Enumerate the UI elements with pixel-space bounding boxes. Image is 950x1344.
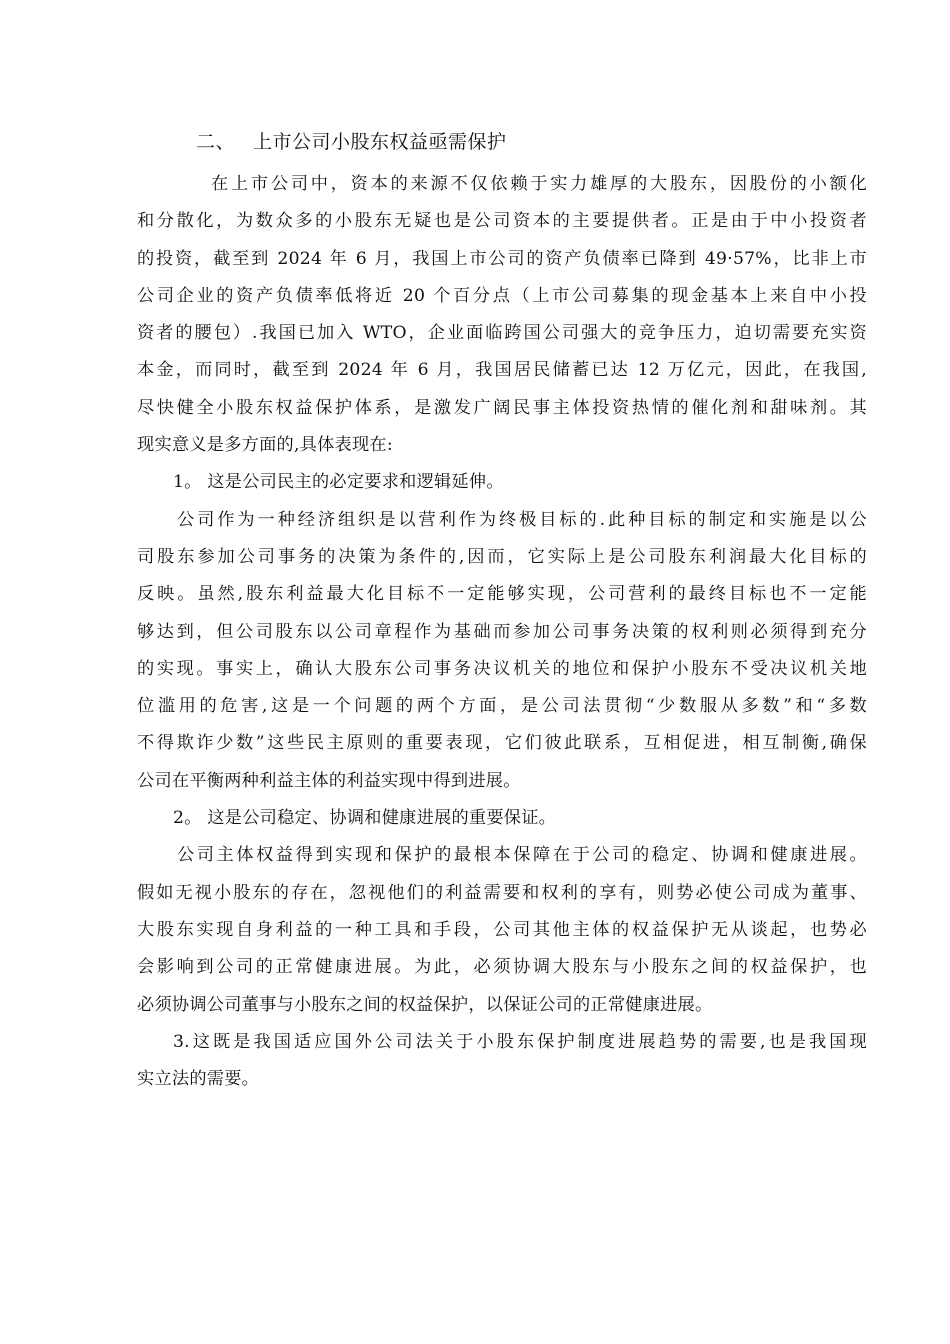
text-line: 不得欺诈少数”这些民主原则的重要表现，它们彼此联系，互相促进，相互制衡,确保	[137, 733, 867, 754]
paragraph-intro	[137, 166, 867, 464]
text-line: 的实现。事实上，确认大股东公司事务决议机关的地位和保护小股东不受决议机关地	[137, 658, 867, 679]
paragraph-stability	[137, 837, 867, 1023]
text-line: 必须协调公司董事与小股东之间的权益保护，以保证公司的正常健康进展。	[137, 994, 713, 1015]
text-line: 假如无视小股东的存在，忽视他们的利益需要和权利的享有，则势必使公司成为董事、	[137, 882, 867, 903]
text-line: 和分散化，为数众多的小股东无疑也是公司资本的主要提供者。正是由于中小投资者	[137, 211, 867, 232]
list-item-1-heading	[137, 464, 867, 501]
text-line: 2。 这是公司稳定、协调和健康进展的重要保证。	[173, 808, 557, 829]
text-line: 公司在平衡两种利益主体的利益实现中得到进展。	[137, 770, 521, 791]
text-line: 公司企业的资产负债率低将近 20 个百分点（上市公司募集的现金基本上来自中小投	[137, 285, 867, 306]
text-line: 的投资，截至到 2024 年 6 月，我国上市公司的资产负债率已降到 49·57%，比非上市	[137, 248, 867, 269]
paragraph-legislation	[137, 1024, 867, 1099]
text-line: 1。 这是公司民主的必定要求和逻辑延伸。	[173, 472, 504, 493]
text-line: 反映。虽然,股东利益最大化目标不一定能够实现，公司营利的最终目标也不一定能	[137, 584, 867, 605]
text-line: 尽快健全小股东权益保护体系，是激发广阔民事主体投资热情的催化剂和甜味剂。其	[137, 397, 867, 418]
text-line: 司股东参加公司事务的决策为条件的,因而，它实际上是公司股东利润最大化目标的	[137, 546, 867, 567]
text-line: 大股东实现自身利益的一种工具和手段，公司其他主体的权益保护无从谈起，也势必	[137, 919, 867, 940]
section-heading	[196, 127, 507, 157]
text-line: 会影响到公司的正常健康进展。为此，必须协调大股东与小股东之间的权益保护，也	[137, 957, 867, 978]
section-number: 二、	[196, 131, 236, 153]
list-item-2-heading	[137, 800, 867, 837]
paragraph-democracy	[137, 502, 867, 800]
text-line: 资者的腰包）.我国已加入 WTO，企业面临跨国公司强大的竞争压力，迫切需要充实资	[137, 323, 867, 344]
text-line: 公司作为一种经济组织是以营利作为终极目标的.此种目标的制定和实施是以公	[177, 509, 867, 530]
text-line: 现实意义是多方面的,具体表现在:	[137, 435, 393, 456]
text-line: 本金，而同时，截至到 2024 年 6 月，我国居民储蓄已达 12 万亿元，因此，在我国,	[137, 360, 867, 381]
text-line: 位滥用的危害,这是一个问题的两个方面，是公司法贯彻“少数服从多数”和“多数	[137, 696, 867, 717]
text-line: 在上市公司中，资本的来源不仅依赖于实力雄厚的大股东，因股份的小额化	[211, 174, 867, 194]
text-line: 3.这既是我国适应国外公司法关于小股东保护制度进展趋势的需要,也是我国现	[173, 1031, 867, 1052]
text-line: 公司主体权益得到实现和保护的最根本保障在于公司的稳定、协调和健康进展。	[177, 845, 867, 866]
text-line: 实立法的需要。	[137, 1069, 260, 1090]
text-line: 够达到，但公司股东以公司章程作为基础而参加公司事务决策的权利则必须得到充分	[137, 621, 867, 642]
section-title: 上市公司小股东权益亟需保护	[253, 131, 507, 153]
body-text	[137, 166, 867, 1098]
